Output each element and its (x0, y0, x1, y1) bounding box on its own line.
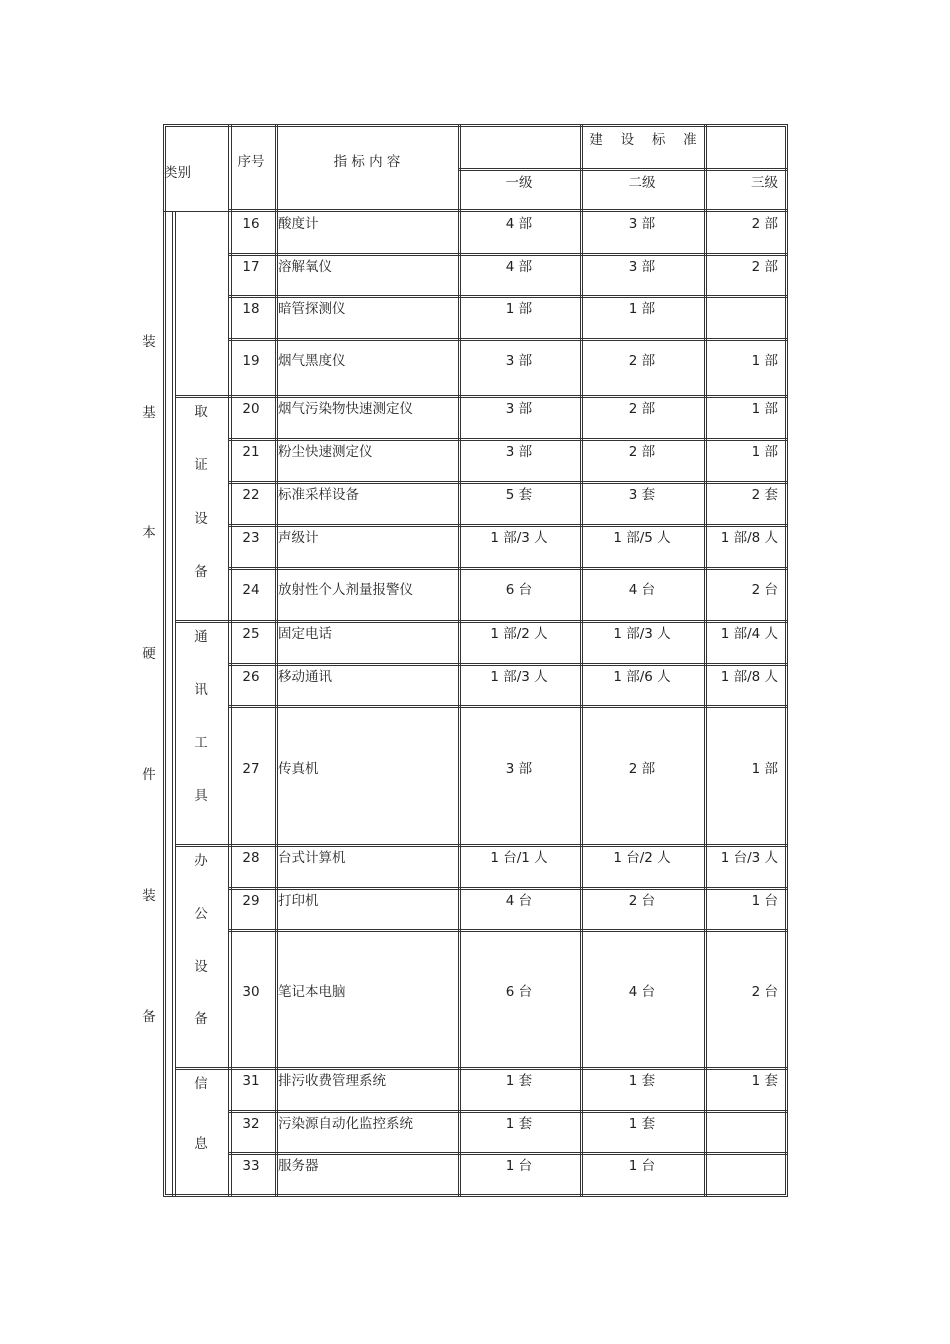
v-line-no (228, 124, 229, 1196)
v-line-subcat-2 (175, 211, 176, 1196)
h-line-row (228, 620, 787, 621)
h-line-group (175, 395, 228, 396)
v-line-l2-2 (582, 124, 583, 1196)
row-number: 20 (242, 401, 260, 417)
h-line-row (228, 1110, 787, 1111)
h-line-row (228, 438, 787, 439)
group-char: 工 (194, 735, 208, 751)
row-level-1: 1 部/3 人 (490, 530, 548, 546)
h-line-row-2 (228, 297, 787, 298)
h-line-group-2 (175, 846, 228, 847)
header-category: 类别 (164, 165, 191, 181)
row-level-1: 3 部 (505, 353, 533, 369)
v-line-content (275, 124, 276, 1196)
h-line-row (228, 1152, 787, 1153)
row-level-2: 2 部 (628, 444, 656, 460)
h-line-row-2 (228, 931, 787, 932)
row-number: 32 (242, 1116, 260, 1132)
v-line-no-2 (231, 124, 232, 1196)
h-line-row-2 (228, 889, 787, 890)
row-content: 笔记本电脑 (278, 984, 346, 1000)
v-line-l1-2 (460, 124, 461, 1196)
h-line-row (228, 929, 787, 930)
h-line-row (228, 481, 787, 482)
row-number: 24 (242, 582, 260, 598)
row-level-3: 2 部 (751, 259, 778, 275)
row-number: 26 (242, 669, 260, 685)
row-content: 声级计 (278, 530, 319, 546)
row-level-1: 1 台/1 人 (490, 850, 548, 866)
h-line-row (228, 295, 787, 296)
row-number: 27 (242, 760, 260, 777)
h-line-row (228, 338, 787, 339)
row-level-1: 1 套 (505, 1073, 533, 1089)
row-level-1: 3 部 (505, 401, 533, 417)
v-line-content-2 (277, 124, 278, 1196)
row-level-1: 1 套 (505, 1116, 533, 1132)
h-line-row-2 (228, 622, 787, 623)
row-level-2: 2 台 (628, 893, 656, 909)
row-level-2: 1 台/2 人 (613, 850, 671, 866)
row-level-2: 2 部 (628, 760, 656, 777)
h-line-row-2 (228, 1154, 787, 1155)
row-content: 粉尘快速测定仪 (278, 444, 373, 460)
h-line-row-2 (228, 1112, 787, 1113)
group-char: 设 (194, 510, 208, 527)
category-char: 装 (142, 334, 156, 350)
row-level-2: 2 部 (628, 401, 656, 417)
row-level-2: 1 部/6 人 (613, 669, 671, 685)
h-line-row (228, 705, 787, 706)
h-line-group-2 (175, 397, 228, 398)
h-line-row (228, 253, 787, 254)
h-line-row-2 (228, 707, 787, 708)
row-content: 打印机 (278, 893, 319, 909)
standards-table (163, 124, 788, 1197)
row-level-3: 1 台/3 人 (720, 850, 778, 866)
h-line-row-2 (228, 846, 787, 847)
group-char: 备 (194, 1011, 208, 1028)
row-level-2: 1 部/3 人 (613, 626, 671, 642)
row-number: 33 (242, 1158, 260, 1174)
h-line-row-2 (228, 569, 787, 570)
group-char: 证 (194, 457, 208, 474)
row-level-3: 2 套 (751, 487, 778, 503)
group-char: 信 (194, 1076, 208, 1092)
row-level-3: 1 部 (751, 760, 778, 777)
row-level-1: 4 部 (505, 259, 533, 275)
row-number: 29 (242, 893, 260, 909)
row-number: 22 (242, 487, 260, 503)
group-char: 公 (194, 905, 208, 922)
h-line-row (228, 887, 787, 888)
category-char: 装 (142, 888, 156, 904)
category-char: 件 (142, 767, 156, 783)
h-line-header-mid-2 (458, 170, 787, 171)
group-char: 通 (194, 629, 208, 645)
h-line-row (228, 663, 787, 664)
row-level-3: 1 部/8 人 (720, 669, 778, 685)
row-number: 30 (242, 984, 260, 1000)
row-content: 移动通讯 (278, 669, 332, 685)
row-content: 排污收费管理系统 (278, 1073, 386, 1089)
row-level-2: 1 套 (628, 1116, 656, 1132)
row-number: 18 (242, 301, 260, 317)
row-content: 烟气黑度仪 (278, 353, 346, 369)
group-char: 设 (194, 958, 208, 975)
row-content: 台式计算机 (278, 850, 346, 866)
row-level-2: 3 部 (628, 216, 656, 232)
group-char: 取 (194, 404, 208, 420)
row-level-1: 1 台 (505, 1158, 533, 1174)
row-level-2: 3 部 (628, 259, 656, 275)
row-level-2: 1 套 (628, 1073, 656, 1089)
row-level-3: 1 部 (751, 444, 778, 460)
group-char: 讯 (194, 682, 208, 698)
row-level-1: 1 部 (505, 301, 533, 317)
h-line-header-2 (228, 209, 787, 210)
row-content: 服务器 (278, 1158, 319, 1174)
h-line-header-mid (458, 168, 787, 169)
v-line-l3 (704, 124, 705, 1196)
row-content: 烟气污染物快速测定仪 (278, 401, 413, 417)
header-level-1: 一级 (505, 175, 533, 191)
h-line-group (175, 620, 228, 621)
row-level-3: 1 套 (751, 1073, 778, 1089)
row-content: 固定电话 (278, 626, 332, 642)
row-level-2: 1 部/5 人 (613, 530, 671, 546)
row-number: 19 (242, 353, 260, 369)
row-level-2: 4 台 (628, 582, 656, 598)
row-content: 污染源自动化监控系统 (278, 1116, 413, 1132)
row-level-3: 1 部/4 人 (720, 626, 778, 642)
row-number: 17 (242, 259, 260, 275)
group-char: 具 (194, 788, 208, 804)
row-level-3: 1 部 (751, 353, 778, 369)
h-line-group-2 (175, 1069, 228, 1070)
row-level-2: 2 部 (628, 353, 656, 369)
row-number: 23 (242, 530, 260, 546)
row-level-3: 2 台 (751, 582, 778, 598)
row-level-1: 1 部/3 人 (490, 669, 548, 685)
row-number: 25 (242, 626, 260, 642)
row-level-1: 5 套 (505, 487, 533, 503)
header-number: 序号 (237, 154, 265, 170)
header-level-3: 三级 (751, 175, 778, 191)
row-level-1: 1 部/2 人 (490, 626, 548, 642)
row-content: 标准采样设备 (278, 487, 359, 503)
v-line-l3-2 (706, 124, 707, 1196)
group-char: 息 (194, 1136, 208, 1152)
row-level-1: 6 台 (505, 582, 533, 598)
row-level-2: 1 台 (628, 1158, 656, 1174)
row-level-1: 4 台 (505, 893, 533, 909)
v-line-l2 (580, 124, 581, 1196)
h-line-row-2 (228, 255, 787, 256)
h-line-row (228, 844, 787, 845)
row-content: 放射性个人剂量报警仪 (278, 582, 413, 598)
h-line-group-2 (175, 622, 228, 623)
h-line-row (228, 1067, 787, 1068)
row-level-3: 1 部/8 人 (720, 530, 778, 546)
category-char: 本 (142, 525, 156, 541)
h-line-row (228, 567, 787, 568)
h-line-row-2 (228, 665, 787, 666)
h-line-row-2 (228, 526, 787, 527)
group-char: 办 (194, 853, 208, 869)
h-line-group (175, 1067, 228, 1068)
row-content: 酸度计 (278, 216, 319, 232)
row-number: 16 (242, 216, 260, 232)
row-level-1: 3 部 (505, 444, 533, 460)
row-level-3: 2 台 (751, 984, 778, 1000)
h-line-row-2 (228, 340, 787, 341)
v-line-subcat (172, 211, 173, 1196)
header-content: 指 标 内 容 (333, 154, 401, 170)
category-char: 备 (142, 1009, 156, 1025)
row-number: 31 (242, 1073, 260, 1089)
h-line-row-2 (228, 1069, 787, 1070)
row-level-3: 1 台 (751, 893, 778, 909)
category-char: 基 (142, 405, 156, 421)
row-number: 21 (242, 444, 260, 460)
h-line-row (228, 524, 787, 525)
header-standard: 建 设 标 准 (589, 132, 697, 148)
h-line-row-2 (228, 440, 787, 441)
row-level-2: 3 套 (628, 487, 656, 503)
row-level-2: 4 台 (628, 984, 656, 1000)
row-level-1: 4 部 (505, 216, 533, 232)
row-level-3: 1 部 (751, 401, 778, 417)
row-level-3: 2 部 (751, 216, 778, 232)
group-char: 备 (194, 563, 208, 580)
row-level-1: 3 部 (505, 760, 533, 777)
v-line-l1 (458, 124, 459, 1196)
h-line-row (228, 395, 787, 396)
h-line-group (175, 844, 228, 845)
h-line-row-2 (228, 397, 787, 398)
row-content: 溶解氧仪 (278, 259, 332, 275)
row-level-2: 1 部 (628, 301, 656, 317)
row-number: 28 (242, 850, 260, 866)
header-level-2: 二级 (628, 175, 656, 191)
row-level-1: 6 台 (505, 984, 533, 1000)
h-line-header (163, 211, 787, 212)
row-content: 传真机 (278, 760, 319, 777)
row-content: 暗管探测仪 (278, 301, 346, 317)
h-line-row-2 (228, 483, 787, 484)
category-char: 硬 (142, 646, 156, 662)
